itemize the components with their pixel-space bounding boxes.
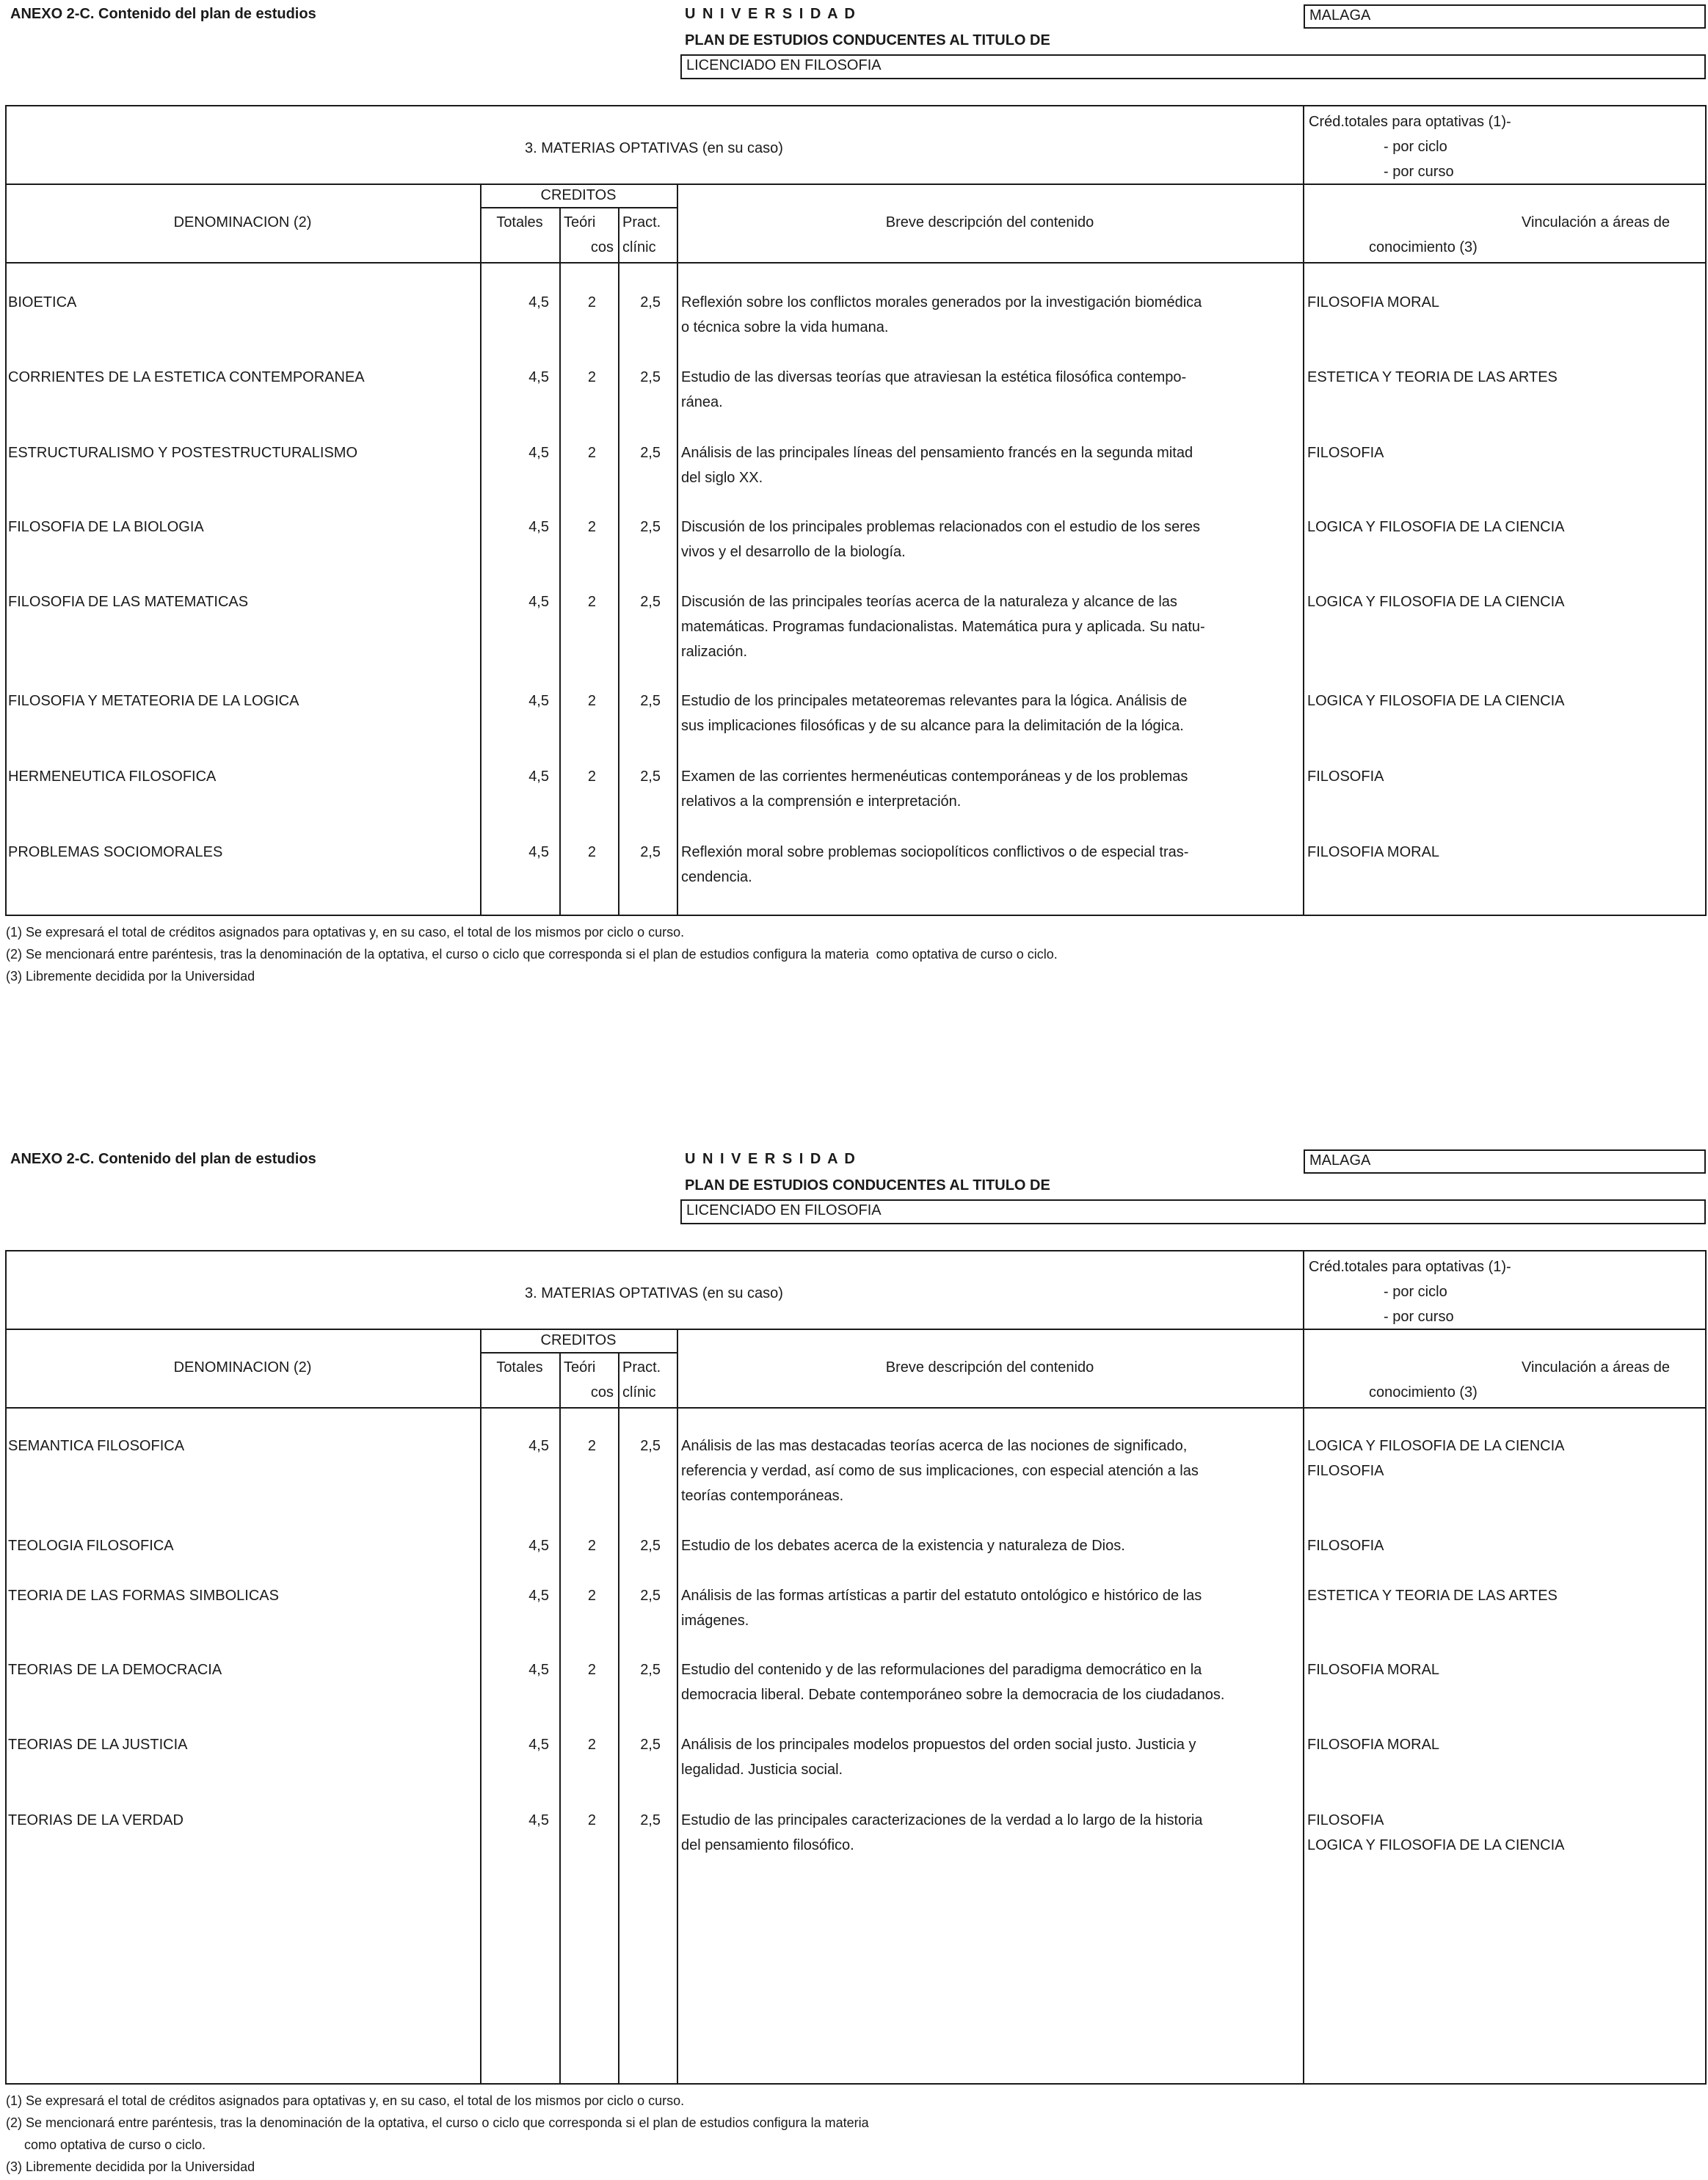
- table-rule: [618, 1352, 619, 2085]
- plan-label: PLAN DE ESTUDIOS CONDUCENTES AL TITULO DE: [685, 1177, 1050, 1193]
- table-row-name: CORRIENTES DE LA ESTETICA CONTEMPORANEA: [8, 369, 365, 385]
- table-row-area: FILOSOFIA: [1307, 1538, 1384, 1554]
- table-row-description-line: Reflexión sobre los conflictos morales generados por la investigación biomédica: [681, 294, 1202, 310]
- table-row-description-line: Análisis de las mas destacadas teorías acerca de las nociones de significado,: [681, 1438, 1188, 1454]
- table-row-description-line: relativos a la comprensión e interpretación.: [681, 793, 962, 810]
- col-practicos-1: Pract.: [622, 1359, 661, 1376]
- table-row-teoricos: 2: [587, 1662, 596, 1678]
- table-row-practicos: 2,5: [640, 1588, 661, 1604]
- table-row-description-line: democracia liberal. Debate contemporáneo sobre la democracia de los ciudadanos.: [681, 1687, 1225, 1703]
- table-row-totales: 4,5: [528, 1588, 549, 1604]
- table-row-practicos: 2,5: [640, 693, 661, 709]
- col-practicos-1: Pract.: [622, 214, 661, 230]
- table-row-practicos: 2,5: [640, 519, 661, 535]
- table-row-name: FILOSOFIA DE LAS MATEMATICAS: [8, 594, 249, 610]
- table-row-teoricos: 2: [587, 445, 596, 461]
- table-row-description-line: Discusión de las principales teorías acerca de la naturaleza y alcance de las: [681, 594, 1177, 610]
- table-row-area: FILOSOFIA MORAL: [1307, 1737, 1440, 1753]
- cred-totales-line-1: Créd.totales para optativas (1)-: [1309, 1259, 1511, 1275]
- table-row-teoricos: 2: [587, 1737, 596, 1753]
- section-title: 3. MATERIAS OPTATIVAS (en su caso): [525, 1285, 783, 1301]
- creditos-label: CREDITOS: [540, 1332, 617, 1348]
- table-row-description-line: Examen de las corrientes hermenéuticas contemporáneas y de los problemas: [681, 769, 1188, 785]
- col-teoricos-2: cos: [590, 1384, 614, 1400]
- cred-totales-line-3: - por curso: [1384, 164, 1454, 180]
- table-row-description-line: Estudio de los debates acerca de la existencia y naturaleza de Dios.: [681, 1538, 1125, 1554]
- table-row-name: TEORIA DE LAS FORMAS SIMBOLICAS: [8, 1588, 279, 1604]
- table-row-teoricos: 2: [587, 693, 596, 709]
- table-row-teoricos: 2: [587, 769, 596, 785]
- col-vinculacion-1: Vinculación a áreas de: [1522, 214, 1670, 230]
- table-row-totales: 4,5: [528, 1812, 549, 1828]
- table-row-description-line: Discusión de los principales problemas relacionados con el estudio de los seres: [681, 519, 1201, 535]
- col-practicos-2: clínic: [622, 239, 656, 255]
- table-row-teoricos: 2: [587, 1438, 596, 1454]
- table-row-description-line: Estudio de las principales caracterizaciones de la verdad a lo largo de la historia: [681, 1812, 1203, 1828]
- col-teoricos-1: Teóri: [564, 1359, 596, 1376]
- table-row-description-line: matemáticas. Programas fundacionalistas. Matemática pura y aplicada. Su natu-: [681, 619, 1205, 635]
- table-row-teoricos: 2: [587, 1812, 596, 1828]
- table-row-description-line: ralización.: [681, 644, 748, 660]
- table-row-practicos: 2,5: [640, 1812, 661, 1828]
- footnote: como optativa de curso o ciclo.: [6, 2137, 206, 2152]
- table-row-description-line: del pensamiento filosófico.: [681, 1837, 854, 1853]
- table-row-totales: 4,5: [528, 1737, 549, 1753]
- table-row-teoricos: 2: [587, 1588, 596, 1604]
- table-row-area: FILOSOFIA MORAL: [1307, 1662, 1440, 1678]
- table-row-teoricos: 2: [587, 519, 596, 535]
- col-denominacion: DENOMINACION (2): [173, 1359, 312, 1376]
- table-row-totales: 4,5: [528, 294, 549, 310]
- table-row-name: FILOSOFIA Y METATEORIA DE LA LOGICA: [8, 693, 299, 709]
- table-row-practicos: 2,5: [640, 769, 661, 785]
- col-vinculacion-2: conocimiento (3): [1369, 239, 1478, 255]
- table-row-description-line: imágenes.: [681, 1613, 749, 1629]
- table-row-teoricos: 2: [587, 844, 596, 860]
- table-row-totales: 4,5: [528, 693, 549, 709]
- col-vinculacion-2: conocimiento (3): [1369, 1384, 1478, 1400]
- table-row-practicos: 2,5: [640, 594, 661, 610]
- table-rule: [677, 184, 678, 916]
- table-row-area: ESTETICA Y TEORIA DE LAS ARTES: [1307, 1588, 1558, 1604]
- table-row-totales: 4,5: [528, 1538, 549, 1554]
- table-row-area: FILOSOFIA: [1307, 1463, 1384, 1479]
- table-row-description-line: Reflexión moral sobre problemas sociopolíticos conflictivos o de especial tras-: [681, 844, 1189, 860]
- table-rule: [677, 1329, 678, 2085]
- table-row-totales: 4,5: [528, 369, 549, 385]
- table-rule: [559, 1352, 561, 2085]
- annex-title: ANEXO 2-C. Contenido del plan de estudios: [10, 6, 316, 22]
- footnote: (2) Se mencionará entre paréntesis, tras la denominación de la optativa, el curso o ciclo que corresponda si el plan de estudios configura la materia: [6, 2115, 869, 2130]
- table-row-area: FILOSOFIA: [1307, 1812, 1384, 1828]
- col-descripcion: Breve descripción del contenido: [885, 1359, 1094, 1376]
- table-row-description-line: sus implicaciones filosóficas y de su alcance para la delimitación de la lógica.: [681, 718, 1184, 734]
- table-row-name: TEORIAS DE LA VERDAD: [8, 1812, 183, 1828]
- footnote: (2) Se mencionará entre paréntesis, tras la denominación de la optativa, el curso o ciclo que corresponda si el plan de estudios configura la materia como optativa de curso o ciclo.: [6, 947, 1058, 962]
- table-row-area: LOGICA Y FILOSOFIA DE LA CIENCIA: [1307, 1438, 1565, 1454]
- col-totales: Totales: [496, 1359, 543, 1376]
- section-title: 3. MATERIAS OPTATIVAS (en su caso): [525, 140, 783, 156]
- table-row-description-line: cendencia.: [681, 869, 752, 885]
- table-row-teoricos: 2: [587, 369, 596, 385]
- footnote: (3) Libremente decidida por la Universidad: [6, 969, 255, 984]
- table-row-totales: 4,5: [528, 519, 549, 535]
- col-descripcion: Breve descripción del contenido: [885, 214, 1094, 230]
- cred-totales-line-2: - por ciclo: [1384, 1284, 1447, 1300]
- table-row-practicos: 2,5: [640, 844, 661, 860]
- table-row-area: FILOSOFIA: [1307, 769, 1384, 785]
- table-row-description-line: ránea.: [681, 394, 723, 410]
- table-row-description-line: vivos y el desarrollo de la biología.: [681, 544, 906, 560]
- table-row-area: LOGICA Y FILOSOFIA DE LA CIENCIA: [1307, 519, 1565, 535]
- table-row-totales: 4,5: [528, 844, 549, 860]
- table-row-name: SEMANTICA FILOSOFICA: [8, 1438, 185, 1454]
- table-row-practicos: 2,5: [640, 294, 661, 310]
- footnote: (3) Libremente decidida por la Universidad: [6, 2159, 255, 2174]
- table-row-practicos: 2,5: [640, 1538, 661, 1554]
- table-row-area: LOGICA Y FILOSOFIA DE LA CIENCIA: [1307, 594, 1565, 610]
- table-row-totales: 4,5: [528, 445, 549, 461]
- footnote: (1) Se expresará el total de créditos asignados para optativas y, en su caso, el total de los mismos por ciclo o curso.: [6, 925, 685, 940]
- titulo-value-box: LICENCIADO EN FILOSOFIA: [680, 1199, 1706, 1224]
- universidad-value-box: MALAGA: [1304, 4, 1706, 29]
- col-practicos-2: clínic: [622, 1384, 656, 1400]
- table-row-area: ESTETICA Y TEORIA DE LAS ARTES: [1307, 369, 1558, 385]
- table-row-practicos: 2,5: [640, 1737, 661, 1753]
- table-row-practicos: 2,5: [640, 369, 661, 385]
- table-row-description-line: legalidad. Justicia social.: [681, 1762, 843, 1778]
- table-row-description-line: Estudio de los principales metateoremas relevantes para la lógica. Análisis de: [681, 693, 1188, 709]
- table-row-description-line: referencia y verdad, así como de sus implicaciones, con especial atención a las: [681, 1463, 1199, 1479]
- table-rule: [5, 1407, 1707, 1409]
- table-row-description-line: Análisis de los principales modelos propuestos del orden social justo. Justicia y: [681, 1737, 1196, 1753]
- table-row-description-line: teorías contemporáneas.: [681, 1488, 844, 1504]
- plan-label: PLAN DE ESTUDIOS CONDUCENTES AL TITULO DE: [685, 32, 1050, 48]
- table-row-practicos: 2,5: [640, 1662, 661, 1678]
- table-row-area: LOGICA Y FILOSOFIA DE LA CIENCIA: [1307, 693, 1565, 709]
- annex-title: ANEXO 2-C. Contenido del plan de estudios: [10, 1151, 316, 1167]
- table-row-name: FILOSOFIA DE LA BIOLOGIA: [8, 519, 204, 535]
- table-row-description-line: Análisis de las principales líneas del pensamiento francés en la segunda mitad: [681, 445, 1193, 461]
- table-row-totales: 4,5: [528, 1662, 549, 1678]
- table-row-practicos: 2,5: [640, 1438, 661, 1454]
- cred-totales-line-3: - por curso: [1384, 1309, 1454, 1325]
- table-row-teoricos: 2: [587, 294, 596, 310]
- table-row-totales: 4,5: [528, 769, 549, 785]
- table-row-name: TEOLOGIA FILOSOFICA: [8, 1538, 174, 1554]
- col-teoricos-1: Teóri: [564, 214, 596, 230]
- table-row-description-line: Análisis de las formas artísticas a partir del estatuto ontológico e histórico de las: [681, 1588, 1202, 1604]
- table-row-practicos: 2,5: [640, 445, 661, 461]
- footnote: (1) Se expresará el total de créditos asignados para optativas y, en su caso, el total de los mismos por ciclo o curso.: [6, 2093, 685, 2108]
- cred-totales-line-1: Créd.totales para optativas (1)-: [1309, 114, 1511, 130]
- col-vinculacion-1: Vinculación a áreas de: [1522, 1359, 1670, 1376]
- table-row-name: TEORIAS DE LA JUSTICIA: [8, 1737, 188, 1753]
- table-row-name: HERMENEUTICA FILOSOFICA: [8, 769, 217, 785]
- universidad-label: U N I V E R S I D A D: [685, 6, 857, 22]
- titulo-value-box: LICENCIADO EN FILOSOFIA: [680, 54, 1706, 79]
- universidad-label: U N I V E R S I D A D: [685, 1151, 857, 1167]
- table-row-description-line: Estudio de las diversas teorías que atraviesan la estética filosófica contempo-: [681, 369, 1187, 385]
- col-teoricos-2: cos: [590, 239, 614, 255]
- table-rule: [5, 262, 1707, 264]
- table-row-name: BIOETICA: [8, 294, 77, 310]
- table-row-totales: 4,5: [528, 1438, 549, 1454]
- table-row-teoricos: 2: [587, 594, 596, 610]
- creditos-label: CREDITOS: [540, 187, 617, 203]
- table-row-area: LOGICA Y FILOSOFIA DE LA CIENCIA: [1307, 1837, 1565, 1853]
- table-row-area: FILOSOFIA: [1307, 445, 1384, 461]
- table-row-description-line: del siglo XX.: [681, 470, 763, 486]
- col-denominacion: DENOMINACION (2): [173, 214, 312, 230]
- table-row-name: TEORIAS DE LA DEMOCRACIA: [8, 1662, 222, 1678]
- table-row-description-line: Estudio del contenido y de las reformulaciones del paradigma democrático en la: [681, 1662, 1202, 1678]
- universidad-value-box: MALAGA: [1304, 1149, 1706, 1174]
- cred-totales-line-2: - por ciclo: [1384, 139, 1447, 155]
- col-totales: Totales: [496, 214, 543, 230]
- table-row-totales: 4,5: [528, 594, 549, 610]
- table-row-area: FILOSOFIA MORAL: [1307, 844, 1440, 860]
- table-row-name: PROBLEMAS SOCIOMORALES: [8, 844, 223, 860]
- table-row-area: FILOSOFIA MORAL: [1307, 294, 1440, 310]
- table-row-description-line: o técnica sobre la vida humana.: [681, 319, 889, 335]
- table-row-name: ESTRUCTURALISMO Y POSTESTRUCTURALISMO: [8, 445, 357, 461]
- table-row-teoricos: 2: [587, 1538, 596, 1554]
